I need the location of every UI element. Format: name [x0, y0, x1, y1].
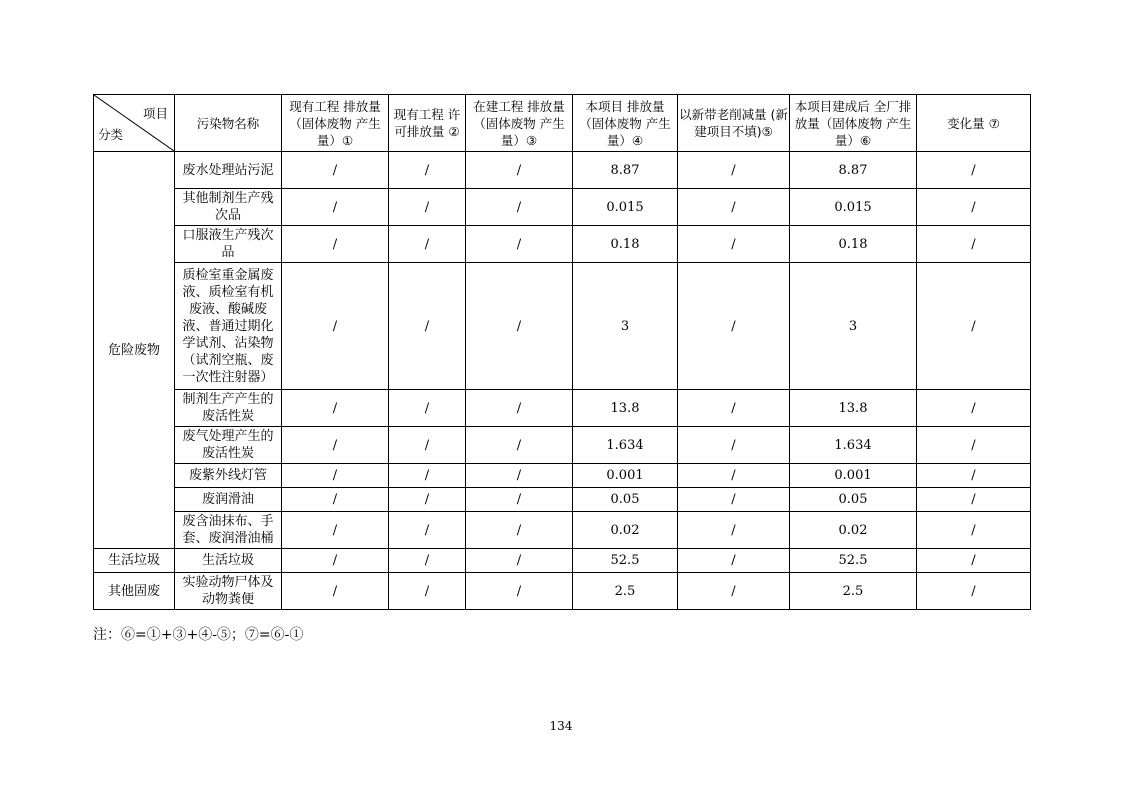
page-number: 134	[549, 719, 573, 733]
table-row	[94, 488, 1031, 512]
header-existing-emission: 现有工程 排放量（固体废物 产生量）①	[282, 95, 389, 152]
value-cell: /	[917, 152, 1031, 189]
value-cell: /	[466, 152, 573, 189]
value-cell: /	[389, 464, 466, 488]
value-cell: /	[389, 488, 466, 512]
value-cell: 0.015	[790, 189, 917, 226]
value-cell: /	[466, 488, 573, 512]
table-row	[94, 189, 1031, 226]
value-cell: /	[678, 512, 790, 549]
value-cell: /	[282, 464, 389, 488]
value-cell: 0.05	[573, 488, 678, 512]
value-cell: /	[466, 263, 573, 390]
table-row	[94, 573, 1031, 610]
header-change: 变化量 ⑦	[917, 95, 1031, 152]
table-row	[94, 226, 1031, 263]
value-cell: /	[466, 226, 573, 263]
value-cell: /	[466, 427, 573, 464]
value-cell: 3	[790, 263, 917, 390]
value-cell: /	[678, 573, 790, 610]
header-reduction: 以新带老削减量 (新建项目不填)⑤	[678, 95, 790, 152]
value-cell: /	[466, 573, 573, 610]
solid-waste-table	[93, 94, 1031, 610]
header-existing-permitted: 现有工程 许可排放量 ②	[389, 95, 466, 152]
value-cell: 0.02	[573, 512, 678, 549]
value-cell: 13.8	[790, 390, 917, 427]
table-row	[94, 427, 1031, 464]
value-cell: 52.5	[573, 549, 678, 573]
value-cell: /	[389, 226, 466, 263]
value-cell: /	[282, 573, 389, 610]
value-cell: 0.015	[573, 189, 678, 226]
value-cell: /	[466, 189, 573, 226]
value-cell: /	[678, 549, 790, 573]
pollutant-name-cell: 废润滑油	[175, 488, 282, 512]
header-corner-category: 分类	[98, 127, 124, 142]
value-cell: /	[389, 427, 466, 464]
value-cell: /	[678, 226, 790, 263]
pollutant-name-cell: 生活垃圾	[175, 549, 282, 573]
pollutant-name-cell: 废气处理产生的废活性炭	[175, 427, 282, 464]
value-cell: /	[678, 390, 790, 427]
table-row	[94, 152, 1031, 189]
pollutant-name-cell: 实验动物尸体及动物粪便	[175, 573, 282, 610]
value-cell: 3	[573, 263, 678, 390]
value-cell: 0.18	[573, 226, 678, 263]
value-cell: /	[917, 573, 1031, 610]
value-cell: 2.5	[790, 573, 917, 610]
value-cell: /	[917, 189, 1031, 226]
value-cell: /	[917, 427, 1031, 464]
pollutant-name-cell: 制剂生产产生的废活性炭	[175, 390, 282, 427]
value-cell: 0.001	[573, 464, 678, 488]
value-cell: /	[282, 390, 389, 427]
value-cell: /	[917, 263, 1031, 390]
value-cell: /	[389, 263, 466, 390]
table-row	[94, 263, 1031, 390]
value-cell: /	[282, 488, 389, 512]
value-cell: /	[466, 512, 573, 549]
value-cell: /	[466, 390, 573, 427]
value-cell: /	[917, 464, 1031, 488]
value-cell: /	[282, 189, 389, 226]
value-cell: /	[466, 464, 573, 488]
header-under-construction: 在建工程 排放量（固体废物 产生量）③	[466, 95, 573, 152]
value-cell: 1.634	[790, 427, 917, 464]
value-cell: /	[678, 427, 790, 464]
value-cell: /	[282, 512, 389, 549]
pollutant-name-cell: 口服液生产残次品	[175, 226, 282, 263]
value-cell: 0.02	[790, 512, 917, 549]
category-domestic: 生活垃圾	[94, 549, 175, 573]
pollutant-name-cell: 其他制剂生产残次品	[175, 189, 282, 226]
value-cell: /	[389, 512, 466, 549]
pollutant-name-cell: 废含油抹布、手套、废润滑油桶	[175, 512, 282, 549]
pollutant-name-cell: 质检室重金属废液、质检室有机废液、酸碱废液、普通过期化学试剂、沾染物（试剂空瓶、废一次性注射器）	[175, 263, 282, 390]
pollutant-name-cell: 废水处理站污泥	[175, 152, 282, 189]
value-cell: 13.8	[573, 390, 678, 427]
value-cell: /	[678, 263, 790, 390]
value-cell: 0.18	[790, 226, 917, 263]
value-cell: 8.87	[573, 152, 678, 189]
value-cell: /	[678, 464, 790, 488]
value-cell: 52.5	[790, 549, 917, 573]
header-corner-cell	[94, 95, 175, 152]
value-cell: /	[917, 226, 1031, 263]
value-cell: 2.5	[573, 573, 678, 610]
value-cell: /	[917, 390, 1031, 427]
value-cell: /	[389, 189, 466, 226]
header-row	[94, 95, 1031, 152]
value-cell: /	[917, 549, 1031, 573]
value-cell: /	[678, 189, 790, 226]
category-hazardous: 危险废物	[94, 152, 175, 549]
value-cell: 8.87	[790, 152, 917, 189]
value-cell: /	[282, 152, 389, 189]
table-row	[94, 390, 1031, 427]
value-cell: /	[389, 573, 466, 610]
value-cell: /	[466, 549, 573, 573]
value-cell: /	[389, 152, 466, 189]
header-this-project: 本项目 排放量（固体废物 产生量）④	[573, 95, 678, 152]
value-cell: /	[282, 427, 389, 464]
value-cell: 1.634	[573, 427, 678, 464]
table-row	[94, 549, 1031, 573]
header-plant-total: 本项目建成后 全厂排放量（固体废物 产生量）⑥	[790, 95, 917, 152]
value-cell: /	[282, 549, 389, 573]
table-row	[94, 464, 1031, 488]
category-other: 其他固废	[94, 573, 175, 610]
value-cell: /	[282, 263, 389, 390]
header-pollutant-name: 污染物名称	[175, 95, 282, 152]
pollutant-name-cell: 废紫外线灯管	[175, 464, 282, 488]
value-cell: 0.001	[790, 464, 917, 488]
table-row	[94, 512, 1031, 549]
value-cell: /	[389, 390, 466, 427]
value-cell: /	[917, 512, 1031, 549]
value-cell: 0.05	[790, 488, 917, 512]
value-cell: /	[678, 152, 790, 189]
value-cell: /	[678, 488, 790, 512]
value-cell: /	[282, 226, 389, 263]
table-footnote: 注：⑥=①+③+④-⑤；⑦=⑥-①	[93, 627, 304, 643]
value-cell: /	[917, 488, 1031, 512]
value-cell: /	[389, 549, 466, 573]
header-corner-item: 项目	[142, 106, 168, 121]
